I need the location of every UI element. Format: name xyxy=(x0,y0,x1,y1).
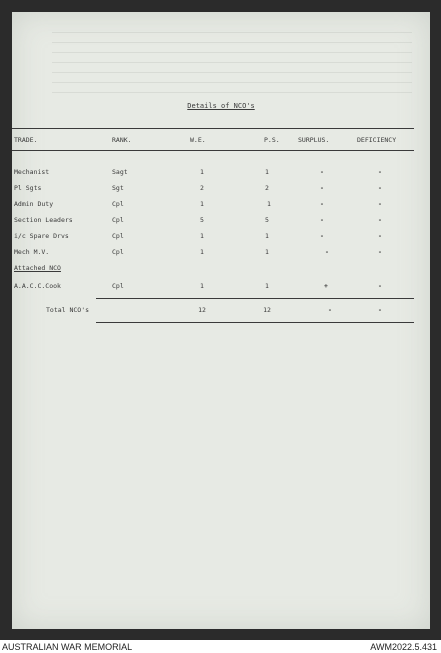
cell-ps: 1 xyxy=(265,282,269,290)
cell-we: 1 xyxy=(200,282,204,290)
total-ps: 12 xyxy=(263,306,271,314)
cell-deficiency: - xyxy=(378,200,382,208)
document-page xyxy=(12,12,430,629)
cell-ps: 5 xyxy=(265,216,269,224)
cell-surplus: - xyxy=(320,184,324,192)
cell-rank: Cpl xyxy=(112,282,124,290)
document-title: Details of NCO's xyxy=(187,102,255,110)
col-header-we: W.E. xyxy=(190,136,206,144)
cell-deficiency: - xyxy=(378,282,382,290)
cell-rank: Cpl xyxy=(112,200,124,208)
total-deficiency: - xyxy=(378,306,382,314)
cell-trade: A.A.C.C.Cook xyxy=(14,282,61,290)
archive-reference: AWM2022.5.431 xyxy=(370,642,437,652)
cell-trade: Mechanist xyxy=(14,168,50,176)
cell-rank: Sgt xyxy=(112,184,124,192)
cell-surplus: + xyxy=(324,282,328,290)
cell-trade: Mech M.V. xyxy=(14,248,50,256)
bleed-through-text xyxy=(52,32,412,102)
cell-deficiency: - xyxy=(378,248,382,256)
cell-deficiency: - xyxy=(378,184,382,192)
col-header-trade: TRADE. xyxy=(14,136,38,144)
total-rule-bottom xyxy=(96,322,414,323)
cell-rank: Cpl xyxy=(112,216,124,224)
cell-rank: Cpl xyxy=(112,248,124,256)
total-surplus: - xyxy=(328,306,332,314)
header-rule-bottom xyxy=(12,150,414,151)
cell-rank: Cpl xyxy=(112,232,124,240)
col-header-rank: RANK. xyxy=(112,136,132,144)
cell-ps: 1 xyxy=(265,248,269,256)
cell-ps: 1 xyxy=(267,200,271,208)
cell-rank: Sagt xyxy=(112,168,128,176)
header-rule-top xyxy=(12,128,414,129)
archive-credit: AUSTRALIAN WAR MEMORIAL xyxy=(2,642,133,652)
total-we: 12 xyxy=(198,306,206,314)
total-rule-top xyxy=(96,298,414,299)
col-header-ps: P.S. xyxy=(264,136,280,144)
cell-trade: Section Leaders xyxy=(14,216,73,224)
cell-we: 1 xyxy=(200,248,204,256)
cell-ps: 2 xyxy=(265,184,269,192)
cell-deficiency: - xyxy=(378,232,382,240)
cell-deficiency: - xyxy=(378,168,382,176)
cell-deficiency: - xyxy=(378,216,382,224)
col-header-surplus: SURPLUS. xyxy=(298,136,330,144)
col-header-deficiency: DEFICIENCY xyxy=(357,136,397,144)
attached-section-label: Attached NCO xyxy=(14,264,61,272)
cell-we: 1 xyxy=(200,200,204,208)
cell-surplus: - xyxy=(320,200,324,208)
cell-we: 5 xyxy=(200,216,204,224)
cell-trade: Pl Sgts xyxy=(14,184,42,192)
cell-we: 1 xyxy=(200,168,204,176)
cell-we: 2 xyxy=(200,184,204,192)
cell-ps: 1 xyxy=(265,232,269,240)
cell-we: 1 xyxy=(200,232,204,240)
cell-surplus: - xyxy=(320,168,324,176)
cell-surplus: - xyxy=(320,232,324,240)
cell-trade: Admin Duty xyxy=(14,200,54,208)
total-label: Total NCO's xyxy=(46,306,90,314)
cell-surplus: - xyxy=(320,216,324,224)
cell-ps: 1 xyxy=(265,168,269,176)
cell-trade: i/c Spare Drvs xyxy=(14,232,69,240)
cell-surplus: - xyxy=(325,248,329,256)
